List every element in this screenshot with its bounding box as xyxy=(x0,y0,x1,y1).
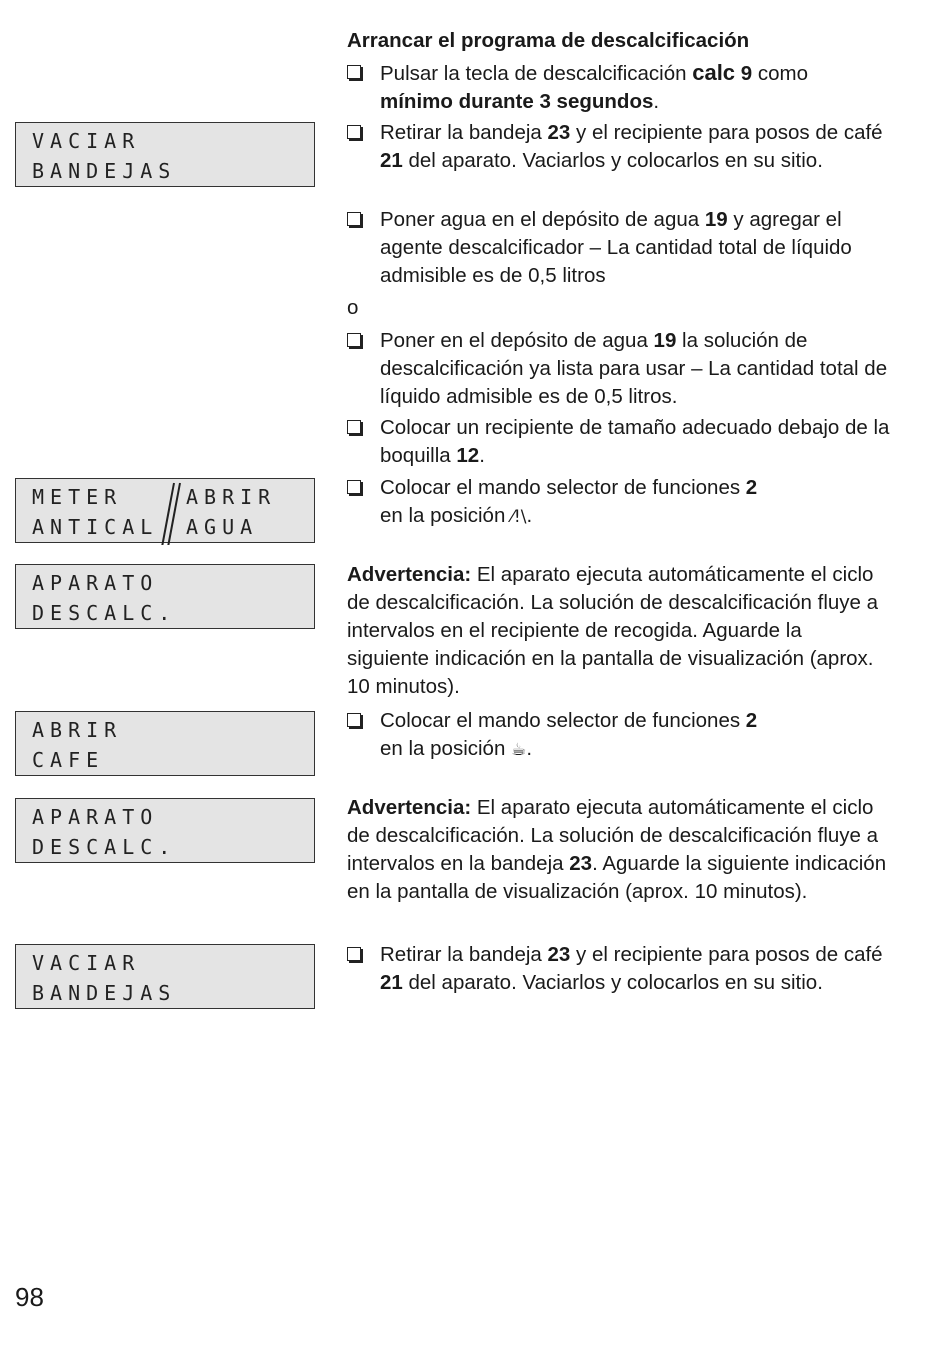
display-line: BANDEJAS xyxy=(32,981,177,1005)
display-line: ABRIR xyxy=(186,485,277,509)
ref-number: 19 xyxy=(704,208,728,231)
step-selector-coffee xyxy=(347,707,892,764)
step-text: del aparato. Vaciarlos y colocarlos en su sitio. xyxy=(402,971,823,994)
step-text: Pulsar la tecla de descalcificación xyxy=(380,62,693,85)
checkbox-icon xyxy=(347,333,361,347)
warning-label: Advertencia: xyxy=(347,796,472,819)
ref-number: 2 xyxy=(745,709,758,732)
display-line: AGUA xyxy=(186,515,259,539)
step-add-water-agent xyxy=(347,206,892,290)
ref-number: 23 xyxy=(569,852,593,875)
step-text: Colocar el mando selector de funciones xyxy=(380,709,746,732)
ref-number: 21 xyxy=(380,971,403,994)
step-text: . xyxy=(526,504,533,527)
step-text: . xyxy=(653,90,660,113)
step-text: Poner en el depósito de agua xyxy=(380,329,654,352)
step-text: Poner agua en el depósito de agua xyxy=(380,208,705,231)
step-place-container xyxy=(347,414,892,470)
step-text: Colocar el mando selector de funciones xyxy=(380,476,746,499)
checkbox-icon xyxy=(347,947,361,961)
display-line: ANTICAL xyxy=(32,515,159,539)
step-text: . xyxy=(526,737,533,760)
step-text: del aparato. Vaciarlos y colocarlos en su sitio. xyxy=(402,149,823,172)
display-line: APARATO xyxy=(32,805,159,829)
step-selector-steam xyxy=(347,474,892,531)
warning-text: . Aguarde la siguiente indicación en la pantalla de visualización (aprox. 10 minutos). xyxy=(347,852,887,903)
display-separator-icon xyxy=(148,481,188,545)
section-heading: Arrancar el programa de descalcificación xyxy=(347,29,750,52)
step-text: Colocar un recipiente de tamaño adecuado debajo de la boquilla xyxy=(380,416,890,467)
ref-number: 23 xyxy=(547,121,571,144)
step-ready-solution xyxy=(347,327,892,411)
display-left-half xyxy=(32,482,158,542)
checkbox-icon xyxy=(347,480,361,494)
step-text: y el recipiente para posos de café xyxy=(570,943,883,966)
steam-position-icon: ⁄!\ xyxy=(511,507,527,527)
display-right-half xyxy=(186,482,276,542)
display-line: ABRIR xyxy=(32,718,123,742)
step-remove-tray-final xyxy=(347,941,892,997)
display-line: METER xyxy=(32,485,123,509)
ref-number: 9 xyxy=(740,62,753,85)
display-aparato-descalc-2 xyxy=(15,798,315,863)
warning-2 xyxy=(347,794,887,906)
calc-key-label: calc xyxy=(692,60,736,85)
step-text-bold: mínimo durante 3 segundos xyxy=(380,90,654,113)
step-text: . xyxy=(479,444,485,467)
ref-number: 2 xyxy=(745,476,758,499)
display-line: VACIAR xyxy=(32,951,141,975)
display-aparato-descalc xyxy=(15,564,315,629)
checkbox-icon xyxy=(347,65,361,79)
checkbox-icon xyxy=(347,420,361,434)
step-text: Retirar la bandeja xyxy=(380,943,548,966)
display-line: BANDEJAS xyxy=(32,159,177,183)
step-text: y agregar el agente descalcificador – La cantidad total de líquido admisible es de 0,5 litros xyxy=(380,208,852,287)
ref-number: 12 xyxy=(456,444,480,467)
or-separator: o xyxy=(347,296,359,319)
step-press-calc xyxy=(347,59,892,116)
step-text: en la posición xyxy=(380,504,512,527)
warning-1 xyxy=(347,561,887,701)
ref-number: 21 xyxy=(380,149,403,172)
step-remove-tray xyxy=(347,119,892,175)
display-line: APARATO xyxy=(32,571,159,595)
step-text: Retirar la bandeja xyxy=(380,121,548,144)
display-vaciar-bandejas-2 xyxy=(15,944,315,1009)
step-text: la solución de descalcificación ya lista para usar – La cantidad total de líquido admisible es de 0,5 litros. xyxy=(380,329,888,408)
warning-text: El aparato ejecuta automáticamente el ciclo de descalcificación. La solución de descalcificación fluye a intervalos en el recipiente de recogida. Aguarde la siguiente indicación en la pantalla de visualización (aprox. 10 minutos). xyxy=(347,563,879,698)
warning-label: Advertencia: xyxy=(347,563,472,586)
ref-number: 23 xyxy=(547,943,571,966)
display-abrir-cafe xyxy=(15,711,315,776)
display-line: DESCALC. xyxy=(32,835,177,859)
warning-text: El aparato ejecuta automáticamente el ciclo de descalcificación. La solución de descalcificación fluye a intervalos en la bandeja xyxy=(347,796,879,875)
checkbox-icon xyxy=(347,125,361,139)
display-line: DESCALC. xyxy=(32,601,177,625)
display-line: CAFE xyxy=(32,748,105,772)
display-meter-antical-abrir-agua xyxy=(15,478,315,543)
coffee-position-icon: ☕ xyxy=(511,740,527,760)
ref-number: 19 xyxy=(653,329,677,352)
checkbox-icon xyxy=(347,713,361,727)
step-text: como xyxy=(752,62,808,85)
step-text: y el recipiente para posos de café xyxy=(570,121,883,144)
display-vaciar-bandejas xyxy=(15,122,315,187)
checkbox-icon xyxy=(347,212,361,226)
step-text: en la posición xyxy=(380,737,512,760)
page-number: 98 xyxy=(15,1282,44,1312)
display-line: VACIAR xyxy=(32,129,141,153)
